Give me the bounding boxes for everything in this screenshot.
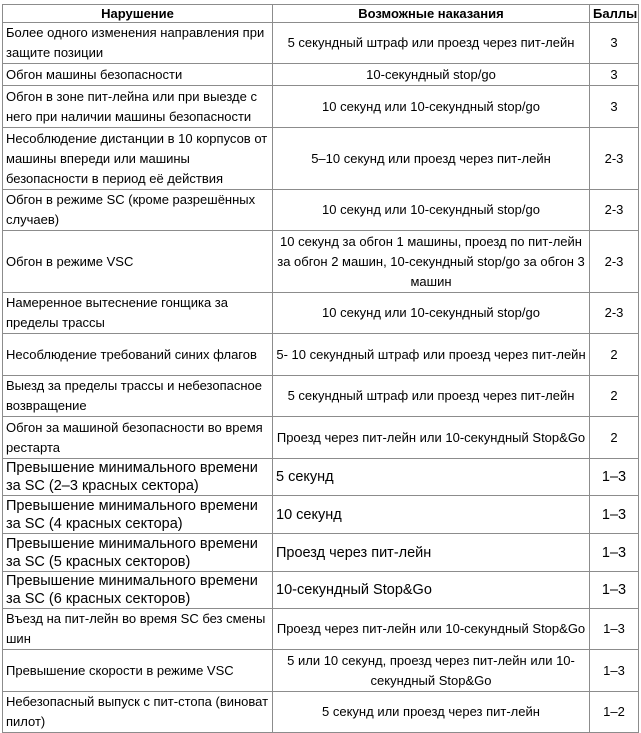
- table-row: [3, 459, 639, 496]
- penalty-cell: Проезд через пит-лейн или 10-секундный Stop&Go: [273, 417, 590, 459]
- table-row: [3, 692, 639, 733]
- table-row: [3, 334, 639, 376]
- table-row: [3, 190, 639, 231]
- penalty-cell: 10 секунд за обгон 1 машины, проезд по пит-лейн за обгон 2 машин, 10-секундный stop/go за обгон 3 машин: [273, 231, 590, 293]
- violation-cell: Обгон в зоне пит-лейна или при выезде с него при наличии машины безопасности: [3, 86, 273, 128]
- table-row: [3, 572, 639, 609]
- points-cell: 1–2: [590, 692, 639, 733]
- points-cell: 1–3: [590, 572, 639, 609]
- table-row: [3, 23, 639, 64]
- header-row: [3, 5, 639, 23]
- violation-cell: Превышение минимального времени за SC (4 красных сектора): [3, 496, 273, 534]
- header-points: Баллы: [590, 5, 639, 23]
- table-body: [3, 23, 639, 733]
- table-row: [3, 417, 639, 459]
- penalty-cell: Проезд через пит-лейн: [273, 534, 590, 572]
- table-row: [3, 231, 639, 293]
- points-cell: 2-3: [590, 190, 639, 231]
- penalties-table: [2, 4, 639, 733]
- table-row: [3, 650, 639, 692]
- penalty-cell: 10-секундный Stop&Go: [273, 572, 590, 609]
- penalty-cell: 5- 10 секундный штраф или проезд через пит-лейн: [273, 334, 590, 376]
- violation-cell: Обгон за машиной безопасности во время рестарта: [3, 417, 273, 459]
- points-cell: 2: [590, 376, 639, 417]
- penalty-cell: Проезд через пит-лейн или 10-секундный Stop&Go: [273, 609, 590, 650]
- table-row: [3, 86, 639, 128]
- violation-cell: Превышение минимального времени за SC (6 красных секторов): [3, 572, 273, 609]
- violation-cell: Выезд за пределы трассы и небезопасное возвращение: [3, 376, 273, 417]
- points-cell: 2: [590, 417, 639, 459]
- penalty-cell: 5 секунд: [273, 459, 590, 496]
- points-cell: 3: [590, 86, 639, 128]
- points-cell: 3: [590, 23, 639, 64]
- violation-cell: Превышение минимального времени за SC (5 красных секторов): [3, 534, 273, 572]
- penalty-cell: 5 или 10 секунд, проезд через пит-лейн или 10-секундный Stop&Go: [273, 650, 590, 692]
- table-row: [3, 64, 639, 86]
- violation-cell: Обгон в режиме SC (кроме разрешённых случаев): [3, 190, 273, 231]
- violation-cell: Несоблюдение дистанции в 10 корпусов от машины впереди или машины безопасности в период её действия: [3, 128, 273, 190]
- penalty-cell: 10 секунд или 10-секундный stop/go: [273, 190, 590, 231]
- table-row: [3, 534, 639, 572]
- penalty-cell: 5 секундный штраф или проезд через пит-лейн: [273, 23, 590, 64]
- penalty-cell: 5 секунд или проезд через пит-лейн: [273, 692, 590, 733]
- points-cell: 2-3: [590, 128, 639, 190]
- penalty-cell: 10 секунд или 10-секундный stop/go: [273, 86, 590, 128]
- header-violation: Нарушение: [3, 5, 273, 23]
- violation-cell: Превышение минимального времени за SC (2–3 красных сектора): [3, 459, 273, 496]
- table-row: [3, 376, 639, 417]
- violation-cell: Обгон машины безопасности: [3, 64, 273, 86]
- penalty-cell: 10 секунд или 10-секундный stop/go: [273, 293, 590, 334]
- table-row: [3, 293, 639, 334]
- points-cell: 1–3: [590, 496, 639, 534]
- points-cell: 2: [590, 334, 639, 376]
- violation-cell: Более одного изменения направления при защите позиции: [3, 23, 273, 64]
- violation-cell: Несоблюдение требований синих флагов: [3, 334, 273, 376]
- document: [2, 4, 639, 733]
- penalty-cell: 10-секундный stop/go: [273, 64, 590, 86]
- penalty-cell: 5 секундный штраф или проезд через пит-лейн: [273, 376, 590, 417]
- points-cell: 1–3: [590, 609, 639, 650]
- points-cell: 1–3: [590, 650, 639, 692]
- header-penalty: Возможные наказания: [273, 5, 590, 23]
- penalty-cell: 5–10 секунд или проезд через пит-лейн: [273, 128, 590, 190]
- points-cell: 2-3: [590, 231, 639, 293]
- violation-cell: Намеренное вытеснение гонщика за пределы трассы: [3, 293, 273, 334]
- points-cell: 3: [590, 64, 639, 86]
- violation-cell: Обгон в режиме VSC: [3, 231, 273, 293]
- points-cell: 1–3: [590, 534, 639, 572]
- violation-cell: Небезопасный выпуск с пит-стопа (виноват пилот): [3, 692, 273, 733]
- violation-cell: Въезд на пит-лейн во время SC без смены шин: [3, 609, 273, 650]
- points-cell: 1–3: [590, 459, 639, 496]
- table-header: [3, 5, 639, 23]
- table-row: [3, 496, 639, 534]
- table-row: [3, 609, 639, 650]
- points-cell: 2-3: [590, 293, 639, 334]
- penalty-cell: 10 секунд: [273, 496, 590, 534]
- violation-cell: Превышение скорости в режиме VSC: [3, 650, 273, 692]
- table-row: [3, 128, 639, 190]
